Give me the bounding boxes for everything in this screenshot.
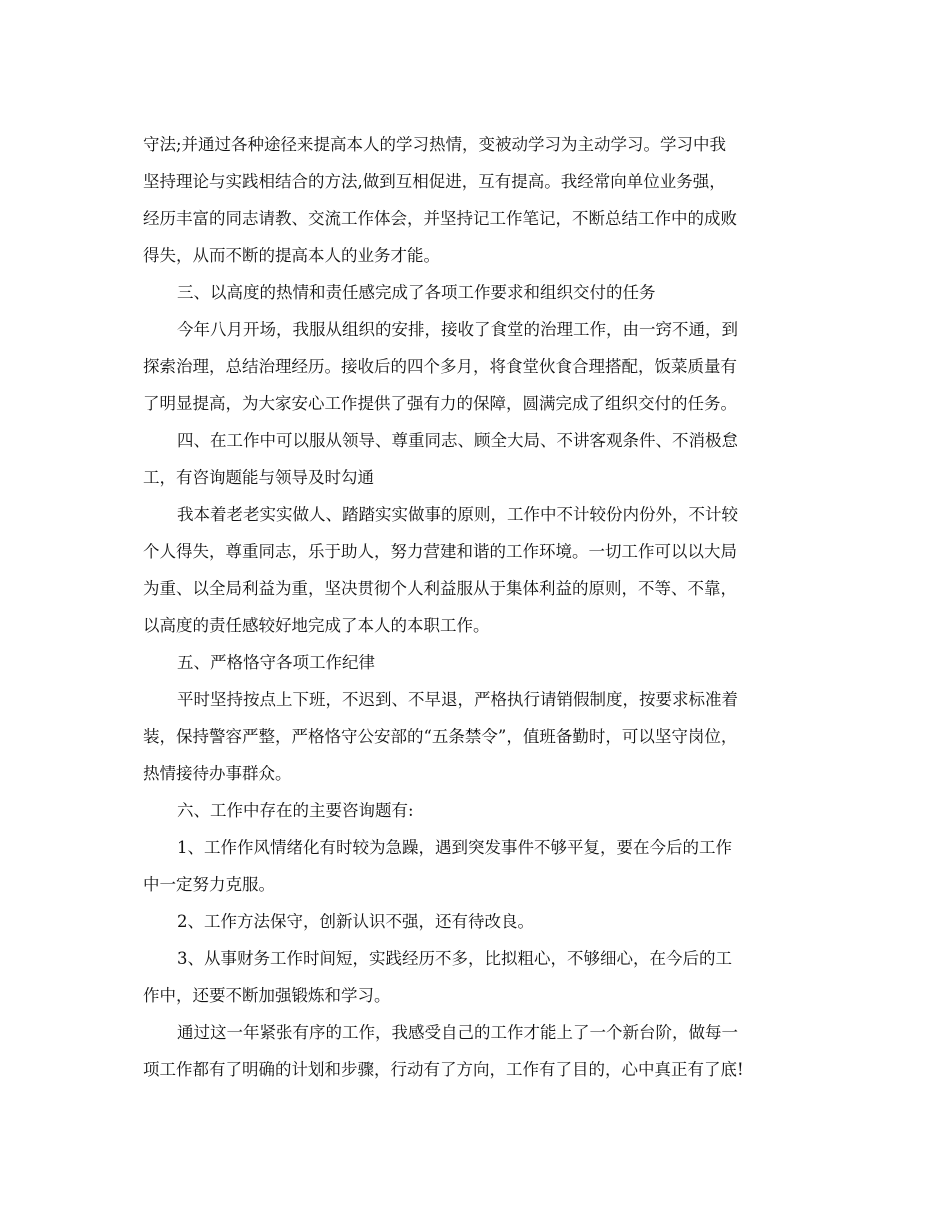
list-item-continuation: 中一定努力克服。 xyxy=(143,875,275,894)
text-line: 平时坚持按点上下班，不迟到、不早退，严格执行请销假制度，按要求标准着 xyxy=(177,690,738,709)
list-item: 2、工作方法保守，创新认识不强，还有待改良。 xyxy=(177,912,534,931)
text-line: 我本着老老实实做人、踏踏实实做事的原则，工作中不计较份内份外，不计较 xyxy=(177,505,738,524)
text-line: 了明显提高，为大家安心工作提供了强有力的保障，圆满完成了组织交付的任务。 xyxy=(143,394,737,413)
text-line: 得失，从而不断的提高本人的业务才能。 xyxy=(143,246,440,265)
text-line: 个人得失，尊重同志，乐于助人，努力营建和谐的工作环境。一切工作可以以大局 xyxy=(143,542,737,561)
list-item: 3、从事财务工作时间短，实践经历不多，比拟粗心，不够细心，在今后的工 xyxy=(177,949,732,968)
section-heading: 三、以高度的热情和责任感完成了各项工作要求和组织交付的任务 xyxy=(177,283,656,302)
list-item-continuation: 作中，还要不断加强锻炼和学习。 xyxy=(143,986,391,1005)
text-line: 项工作都有了明确的计划和步骤，行动有了方向，工作有了目的，心中真正有了底! xyxy=(143,1060,744,1079)
section-heading: 四、在工作中可以服从领导、尊重同志、顾全大局、不讲客观条件、不消极怠 xyxy=(177,431,738,450)
list-item: 1、工作作风情绪化有时较为急躁，遇到突发事件不够平复，要在今后的工作 xyxy=(177,838,732,857)
text-line: 今年八月开场，我服从组织的安排，接收了食堂的治理工作，由一窍不通，到 xyxy=(177,320,738,339)
section-heading-continuation: 工，有咨询题能与领导及时勾通 xyxy=(143,468,374,487)
text-line: 通过这一年紧张有序的工作，我感受自己的工作才能上了一个新台阶，做每一 xyxy=(177,1023,738,1042)
text-line: 守法;并通过各种途径来提高本人的学习热情，变被动学习为主动学习。学习中我 xyxy=(143,135,727,154)
section-heading: 六、工作中存在的主要咨询题有: xyxy=(177,801,414,820)
text-line: 探索治理，总结治理经历。接收后的四个多月，将食堂伙食合理搭配，饭菜质量有 xyxy=(143,357,737,376)
text-line: 经历丰富的同志请教、交流工作体会，并坚持记工作笔记，不断总结工作中的成败 xyxy=(143,209,737,228)
text-line: 热情接待办事群众。 xyxy=(143,764,292,783)
text-line: 坚持理论与实践相结合的方法,做到互相促进，互有提高。我经常向单位业务强， xyxy=(143,172,726,191)
text-line: 为重、以全局利益为重，坚决贯彻个人利益服从于集体利益的原则，不等、不靠， xyxy=(143,579,737,598)
document-body xyxy=(143,128,823,1090)
section-heading: 五、严格恪守各项工作纪律 xyxy=(177,653,375,672)
text-line: 装，保持警容严整，严格恪守公安部的“五条禁令”，值班备勤时，可以坚守岗位， xyxy=(143,727,738,746)
text-line: 以高度的责任感较好地完成了本人的本职工作。 xyxy=(143,616,490,635)
